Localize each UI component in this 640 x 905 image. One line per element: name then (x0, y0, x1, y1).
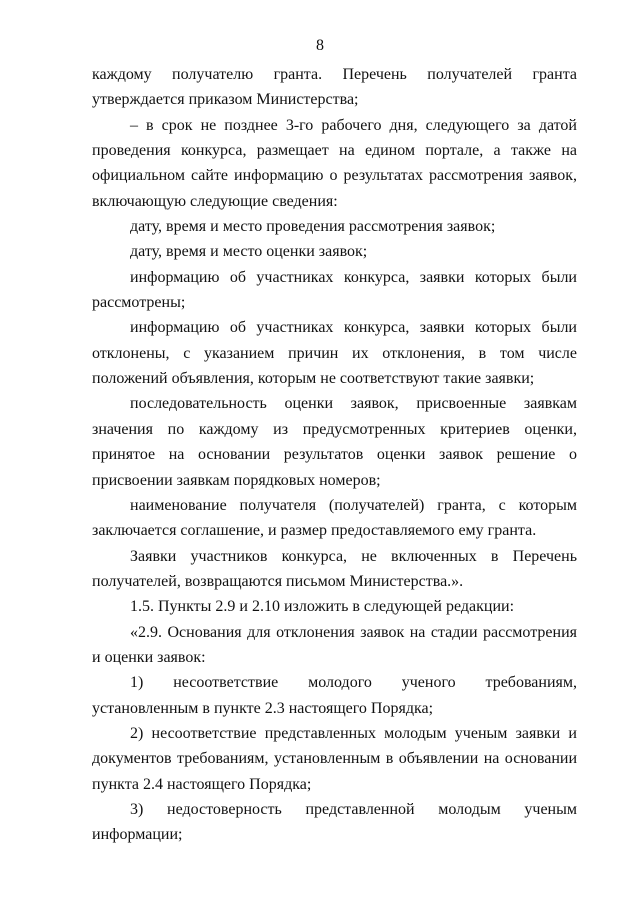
paragraph-amendment-1-5: 1.5. Пункты 2.9 и 2.10 изложить в следующей редакции: (130, 598, 515, 616)
page-number: 8 (316, 37, 324, 54)
paragraph-evaluation-date: дату, время и место оценки заявок; (130, 243, 368, 261)
paragraph-ground-2: 2) несоответствие представленных молодым ученым заявки и документов требованиям, установленным в объявлении на основании пункта 2.4 настоящего Порядка; (92, 724, 577, 793)
paragraph-review-date: дату, время и место проведения рассмотрения заявок; (130, 218, 496, 236)
paragraph-evaluation-sequence: последовательность оценки заявок, присвоенные заявкам значения по каждому из предусмотренных критериев оценки, принятое на основании результатов оценки заявок решение о присвоении заявкам порядковых номеров; (92, 395, 577, 489)
paragraph-returned-applications: Заявки участников конкурса, не включенных в Перечень получателей, возвращаются письмом Министерства.». (92, 547, 577, 590)
paragraph-grant-recipients-continuation: каждому получателю гранта. Перечень получателей гранта утверждается приказом Министерства; (92, 66, 577, 109)
paragraph-ground-3: 3) недостоверность представленной молодым ученым информации; (92, 800, 577, 844)
paragraph-recipient-name: наименование получателя (получателей) гранта, с которым заключается соглашение, и размер предоставляемого ему гранта. (92, 496, 577, 540)
document-body (92, 62, 577, 848)
paragraph-ground-1: 1) несоответствие молодого ученого требованиям, установленным в пункте 2.3 настоящего Порядка; (92, 674, 577, 717)
paragraph-reviewed-participants: информацию об участниках конкурса, заявки которых были рассмотрены; (92, 268, 577, 312)
paragraph-clause-2-9: «2.9. Основания для отклонения заявок на стадии рассмотрения и оценки заявок: (92, 623, 577, 666)
paragraph-publication-deadline: – в срок не позднее 3-го рабочего дня, следующего за датой проведения конкурса, размещает на едином портале, а также на официальном сайте информацию о результатах рассмотрения заявок, включающую следующие сведения: (92, 116, 577, 210)
paragraph-rejected-participants: информацию об участниках конкурса, заявки которых были отклонены, с указанием причин их отклонения, в том числе положений объявления, которым не соответствуют такие заявки; (92, 319, 577, 388)
